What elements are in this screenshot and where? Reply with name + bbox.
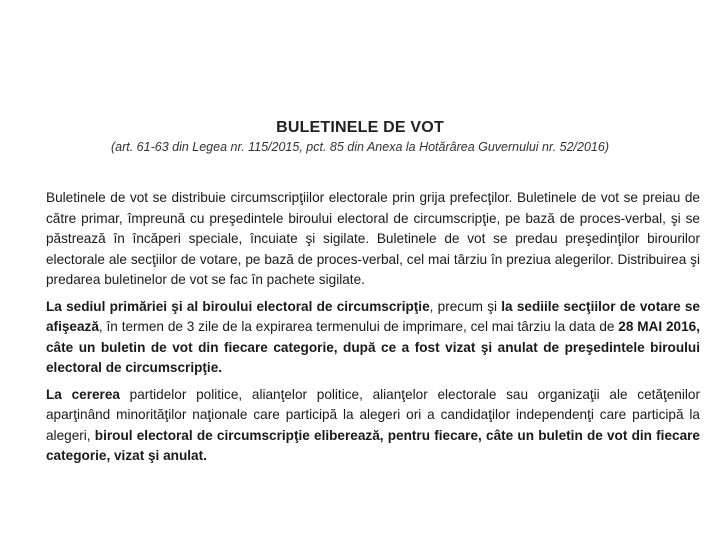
paragraph-text: Buletinele de vot se distribuie circumscripţiilor electorale prin grija prefecţilor. Buletinele de vot se preiau de către primar, împreună cu preşedintele biroului electoral de circumscripţie, pe bază de proces-verbal, şi se păstrează în încăperi speciale, încuiate şi sigilate. Buletinele de vot se predau preşedinţilor birourilor electorale ale secţiilor de votare, pe bază de proces-verbal, cel mai târziu în preziua alegerilor. Distribuirea şi predarea buletinelor de vot se fac în pachete sigilate.: [46, 190, 700, 287]
plain-text: partidelor politice, alianţelor politice, alianţelor electorale sau organizaţii ale cetăţenilor aparţinând minorităţilor naţionale care participă la alegeri ori a candidaţilor independenţi care participă la alegeri,: [46, 386, 700, 443]
bold-text: 28 MAI 2016, câte un buletin de vot din fiecare categorie, după ce a fost vizat şi anulat de preşedintele biroului electoral de circumscripţie.: [46, 319, 701, 375]
bold-text: La sediul primăriei şi al biroului electoral de circumscripţie: [46, 298, 430, 314]
bold-text: la sediile secţiilor de votare se afişează: [46, 298, 700, 334]
plain-text: , în termen de 3 zile de la expirarea termenului de imprimare, cel mai târziu la data de: [98, 319, 619, 334]
plain-text: , precum şi: [429, 298, 502, 314]
bold-text: La cererea: [46, 386, 120, 402]
page-title: BULETINELE DE VOT: [276, 119, 444, 136]
bold-text: biroul electoral de circumscripţie eliberează, pentru fiecare, câte un buletin de vot din fiecare categorie, vizat şi anulat.: [46, 427, 700, 463]
paragraph-display: [46, 297, 700, 379]
paragraph-distribution: [46, 188, 700, 291]
page-subtitle: (art. 61-63 din Legea nr. 115/2015, pct. 85 din Anexa la Hotărârea Guvernului nr. 52/2016): [110, 140, 609, 154]
paragraph-request: [46, 385, 700, 467]
body-text: [46, 188, 700, 473]
